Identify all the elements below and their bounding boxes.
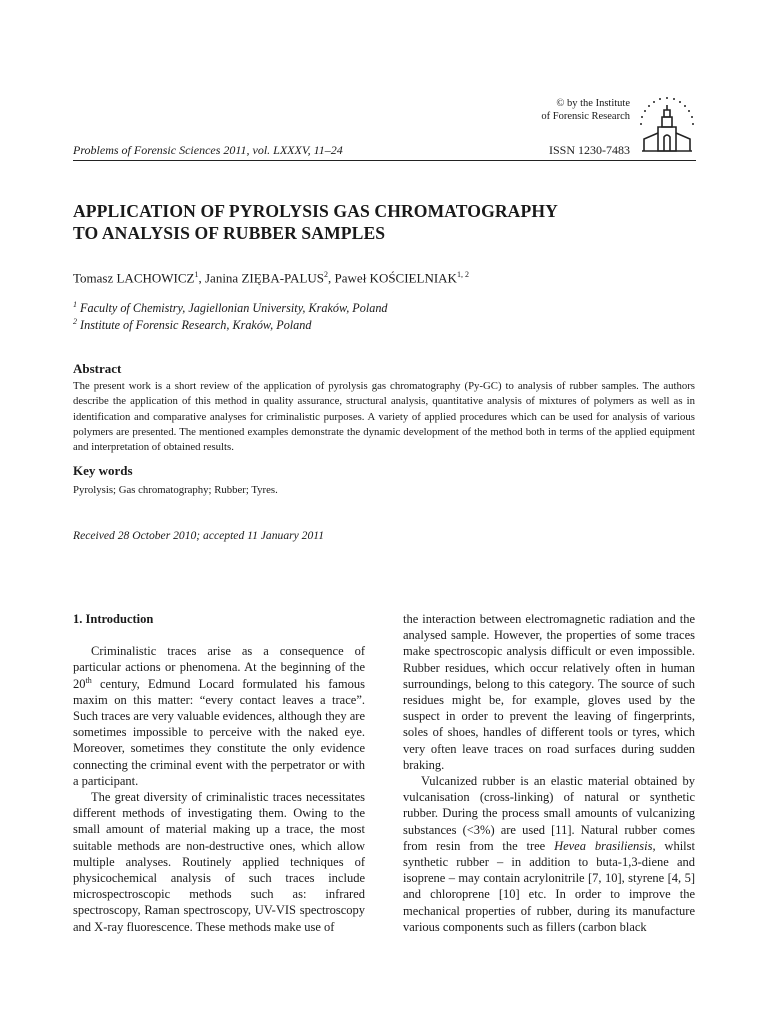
- keywords-text: Pyrolysis; Gas chromatography; Rubber; Tyres.: [73, 484, 278, 496]
- affiliation-text: Faculty of Chemistry, Jagiellonian University, Kraków, Poland: [77, 301, 388, 316]
- authors: [73, 270, 469, 286]
- body-column-right: [403, 611, 695, 935]
- paragraph: The great diversity of criminalistic traces necessitates different methods of investigating them. Owing to the small amount of material making up a trace, the most suitable methods are non-destructive ones, which allow multiple analyses. Routinely applied techniques of physicochemical analysis of such traces include microspectroscopic methods such as: infrared spectroscopy, Raman spectroscopy, UV-VIS spectroscopy and X-ray fluorescence. These methods make use of: [73, 790, 365, 934]
- author-name: Janina ZIĘBA-PALUS: [204, 270, 325, 286]
- paragraph-text: whilst synthetic rubber – in addition to buta-1,3-diene and isoprene – may contain acrylonitrile [7, 10], styrene [4, 5] and chloroprene [10] etc. In order to improve the mechanical properties of rubber, during its manufacture various components such as fillers (carbon black: [403, 838, 695, 934]
- author-sup: 1: [194, 270, 199, 279]
- paragraph-text: century, Edmund Locard formulated his famous maxim on this matter: “every contact leaves a trace”. Such traces are very valuable evidences, although they are sometimes impossible to perceive with the naked eye. Moreover, sometimes they constitute the only evidence connecting the criminal event with the perpetrator or with a participant.: [73, 676, 365, 788]
- header-divider: [73, 160, 696, 161]
- paragraph: the interaction between electromagnetic radiation and the analysed sample. However, the properties of some traces make spectroscopic analysis difficult or even impossible. Rubber residues, which occur relatively often in human surroundings, belong to this category. The source of such residues might be, for example, gloves used by the suspect in order to prevent the leaving of fingerprints, soles of shoes, handles of different tools or tyres, which very often leave traces on road surfaces during sudden braking.: [403, 612, 695, 772]
- copyright-line-2: of Forensic Research: [541, 111, 630, 122]
- copyright-notice: [541, 97, 630, 123]
- affiliation-sup: 2: [73, 317, 77, 326]
- author-sup: 1, 2: [456, 270, 469, 279]
- title-line-2: TO ANALYSIS OF RUBBER SAMPLES: [73, 223, 386, 243]
- author-sep: ,: [328, 270, 335, 286]
- species-name: Hevea brasiliensis,: [554, 838, 656, 853]
- institute-logo-icon: [636, 93, 698, 155]
- paper-title: [73, 200, 673, 244]
- title-line-1: APPLICATION OF PYROLYSIS GAS CHROMATOGRAPHY: [73, 201, 558, 221]
- affiliation-sup: 1: [73, 300, 77, 309]
- affiliation-text: Institute of Forensic Research, Kraków, Poland: [77, 318, 312, 333]
- section-heading: 1. Introduction: [73, 612, 154, 626]
- author-name: Tomasz LACHOWICZ: [73, 270, 195, 286]
- copyright-line-1: © by the Institute: [556, 98, 630, 109]
- affiliation-1: [73, 300, 388, 316]
- body-column-left: [73, 611, 365, 935]
- issn: ISSN 1230-7483: [548, 143, 630, 157]
- paragraph: [403, 773, 695, 935]
- author-name: Paweł KOŚCIELNIAK: [334, 270, 457, 286]
- keywords-heading: Key words: [73, 463, 133, 478]
- paragraph-text: Vulcanized rubber is an elastic material obtained by vulcanisation (cross-linking) of natural or synthetic rubber. During the process small amounts of vulcanizing substances (<3%) are used [11]. Natural rubber comes from resin from the tree: [403, 774, 695, 853]
- received-dates: Received 28 October 2010; accepted 11 January 2011: [73, 529, 324, 542]
- affiliation-2: [73, 317, 311, 333]
- author-sep: ,: [198, 270, 205, 286]
- ordinal-sup: th: [85, 675, 92, 685]
- journal-citation: Problems of Forensic Sciences 2011, vol. LXXXV, 11–24: [73, 143, 343, 157]
- abstract-heading: Abstract: [73, 361, 122, 376]
- paragraph-text: Criminalistic traces arise as a consequence of particular actions or phenomena. At the beginning of the 20: [73, 644, 365, 691]
- author-sup: 2: [324, 270, 329, 279]
- abstract-text: The present work is a short review of the application of pyrolysis gas chromatography (Py-GC) to analysis of rubber samples. The authors describe the application of this method in quality assurance, structural analysis, quantitative analysis of mixtures of polymers as well as in identification and comparative analyses for criminalistic purposes. A variety of applied procedures which can be used for analysis of various polymers are presented. The mentioned examples demonstrate the dynamic development of the method both in terms of the applied equipment and interpretation of obtained results.: [73, 380, 695, 454]
- paragraph: [73, 643, 365, 789]
